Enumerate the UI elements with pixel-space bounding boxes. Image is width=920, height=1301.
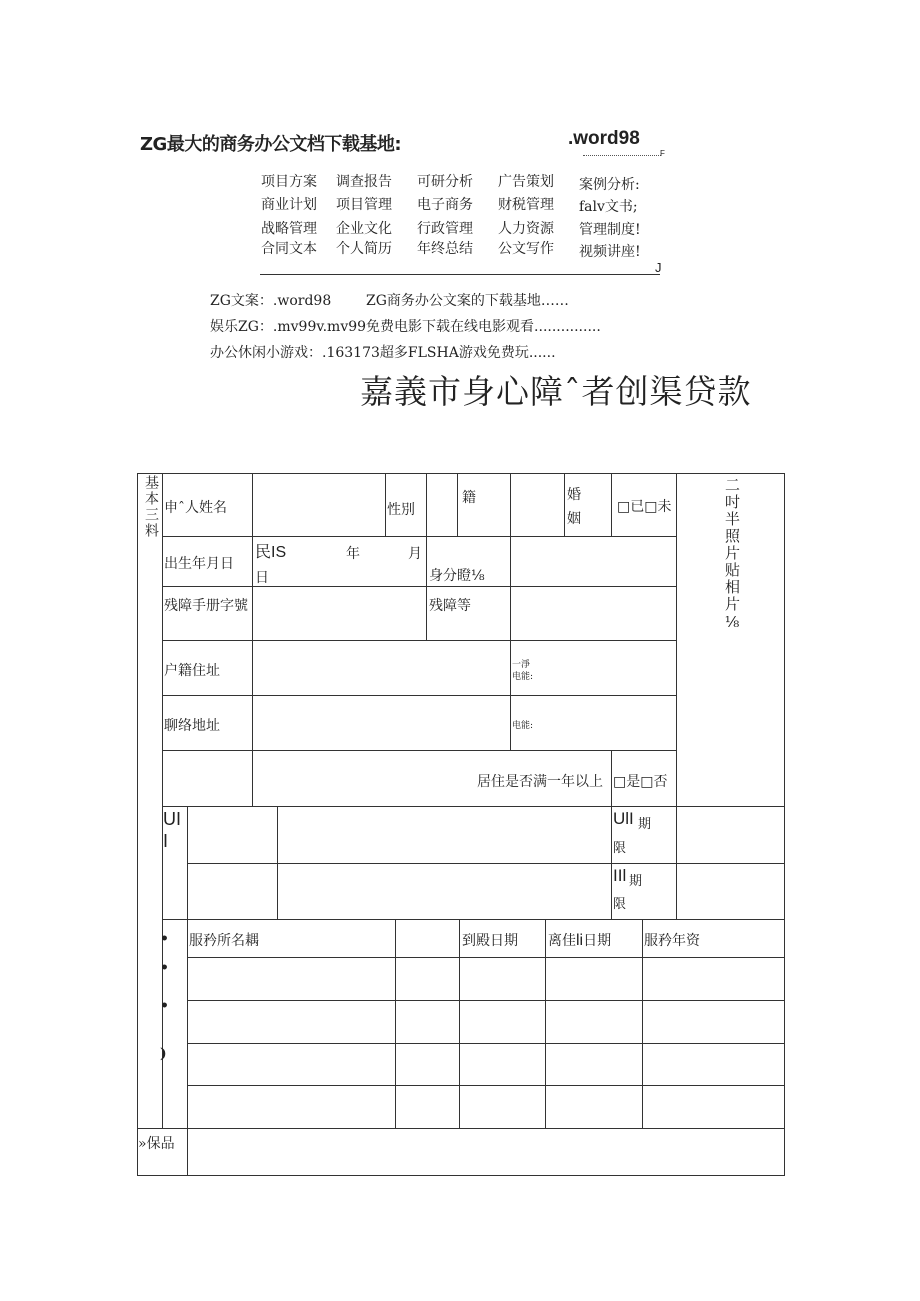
u1-label-b: I <box>163 831 169 851</box>
phone2-label: 电能: <box>512 721 534 731</box>
grid-end-mark: J <box>655 260 662 275</box>
label-residence: 居住是否满一年以上 <box>477 774 603 790</box>
label-marriage-1 <box>567 483 583 531</box>
phone1-label: 电能: <box>512 672 534 682</box>
category-item: 企业文化 <box>336 221 392 237</box>
photo-box: 二吋半照片贴相片⅛ <box>723 477 741 633</box>
side-mark: • <box>160 960 169 976</box>
application-form <box>137 473 785 1176</box>
term1-label-b: 限 <box>613 841 627 856</box>
category-item: 项目管理 <box>336 197 392 213</box>
phone1-mark: 一淨 <box>512 660 531 670</box>
leave-date-a: 离佳 <box>548 933 576 949</box>
label-handbook: 残障手册字號 <box>164 598 248 614</box>
section-basic-info: 基本三料 <box>143 475 159 539</box>
label-marriage: 婚姻 <box>567 487 581 527</box>
header-title: ZG最大的商务办公文档下载基地: <box>140 134 402 155</box>
link-wenan-desc: ZG商务办公文案的下载基地…… <box>366 293 569 309</box>
birth-day: 日 <box>255 570 269 586</box>
marriage-options[interactable]: □已□未 <box>617 499 672 515</box>
term2-label-b: 限 <box>613 897 627 912</box>
category-item: 行政管理 <box>417 221 473 237</box>
category-item: 财税管理 <box>498 197 554 213</box>
category-item: 商业计划 <box>261 197 317 213</box>
header-site: .word98 <box>568 128 640 149</box>
leave-date-c: 日期 <box>583 933 612 949</box>
category-item: 管理制度! <box>579 222 641 238</box>
label-gender: 性別 <box>387 502 415 518</box>
category-item: 视频讲座! <box>579 244 641 260</box>
residence-options[interactable]: □是□否 <box>613 774 668 790</box>
link-movies[interactable]: 娱乐ZG：.mv99v.mv99免费电影下载在线电影观看............... <box>210 319 601 335</box>
category-item: 调查报告 <box>336 174 392 190</box>
label-disability-level: 残障等 <box>429 598 471 614</box>
term2-label: 期 <box>629 874 643 889</box>
category-item: 广告策划 <box>498 174 554 190</box>
category-item: 战略管理 <box>261 221 317 237</box>
category-item: 合同文本 <box>261 241 317 257</box>
label-guarantee: »保品 <box>138 1136 175 1152</box>
birth-month: 月 <box>408 546 422 562</box>
term1-label: 期 <box>638 817 652 832</box>
header-divider <box>583 155 661 156</box>
birth-year: 年 <box>346 546 360 562</box>
col-employer: 服矜所名耦 <box>189 933 259 949</box>
side-mark: • <box>160 998 169 1014</box>
side-mark: • <box>160 931 169 947</box>
side-mark: ) <box>160 1046 167 1062</box>
label-native: 籍 <box>462 490 476 506</box>
link-games[interactable]: 办公休闲小游戏：.163173超多FLSHA游戏免费玩...... <box>210 345 556 361</box>
label-contact-addr: 聊络地址 <box>164 718 220 734</box>
category-item: 年终总结 <box>417 241 473 257</box>
col-leave-date <box>548 930 611 950</box>
header-mark: F <box>660 149 665 158</box>
category-item: 案例分析: <box>579 177 640 193</box>
label-applicant-name: 申ˆ人姓名 <box>164 500 227 516</box>
col-years: 服矜年资 <box>644 933 700 949</box>
birth-prefix: 民IS <box>255 544 287 561</box>
u2-label: UlI <box>613 809 634 828</box>
col-start-date: 到殿日期 <box>462 933 518 949</box>
category-item: 可研分析 <box>417 174 473 190</box>
u3-label: IIl <box>613 866 627 885</box>
label-birth: 出生年月日 <box>164 556 234 572</box>
category-item: falv文书; <box>579 199 638 215</box>
category-item: 项目方案 <box>261 174 317 190</box>
category-item: 电子商务 <box>417 197 473 213</box>
label-id-no: 身分瞪⅛ <box>429 568 485 584</box>
link-wenan[interactable]: ZG文案：.word98 <box>210 293 332 309</box>
page-title: 嘉義市身心障ˆ者创渠贷款 <box>360 372 752 411</box>
category-item: 公文写作 <box>498 241 554 257</box>
u1-label: UI <box>163 809 181 829</box>
grid-divider <box>260 274 660 275</box>
label-household-addr: 户籍住址 <box>164 663 220 679</box>
category-item: 个人简历 <box>336 241 392 257</box>
category-item: 人力资源 <box>498 221 554 237</box>
leave-date-b: li <box>576 932 584 949</box>
